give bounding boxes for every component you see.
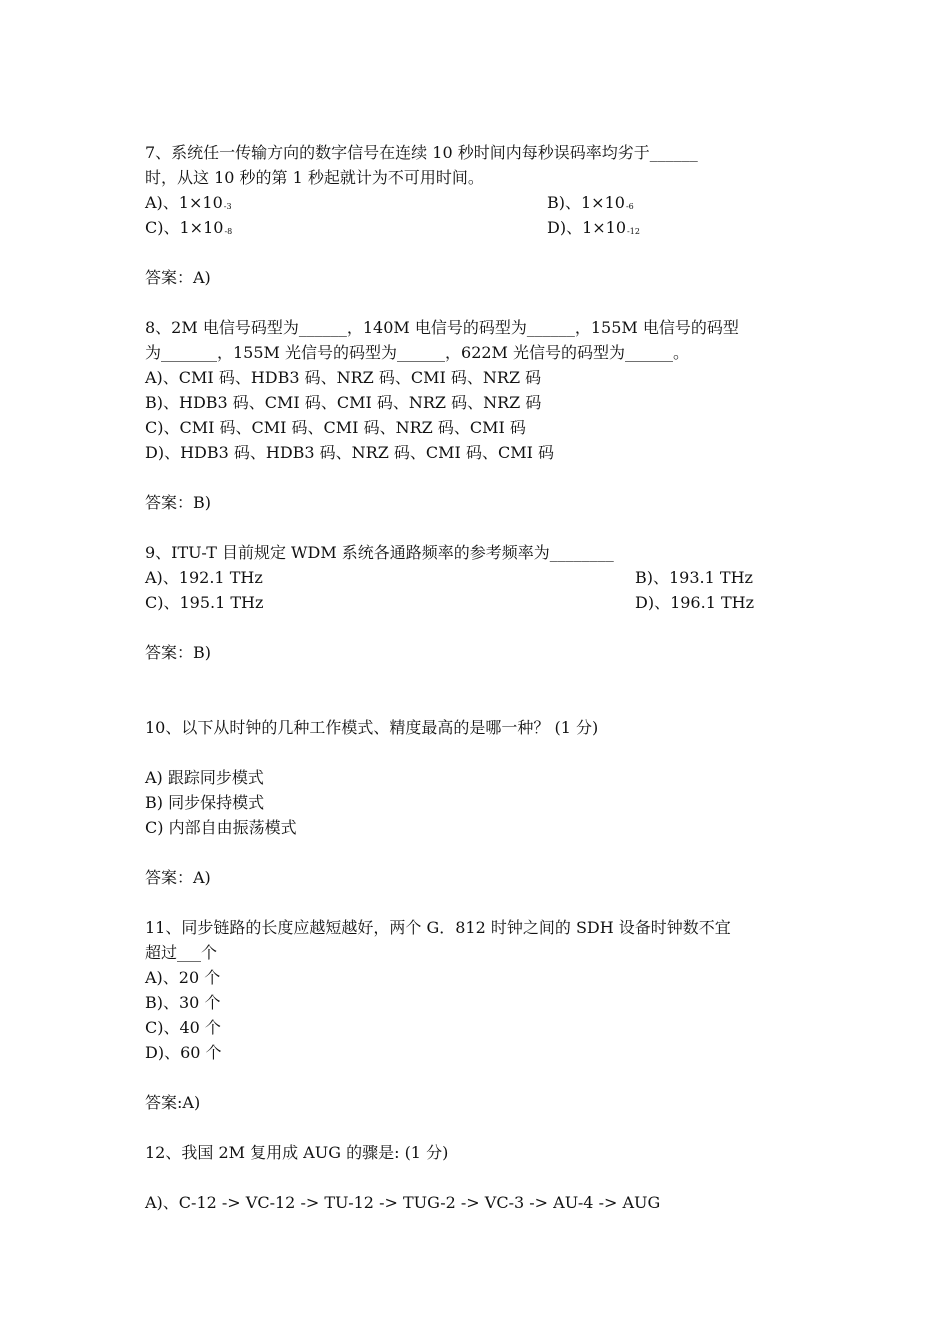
option-b: B)、HDB3 码、CMI 码、CMI 码、NRZ 码、NRZ 码 — [145, 393, 542, 412]
option-b: B)、1×10-6 — [547, 193, 634, 212]
question-11 — [145, 915, 815, 1115]
question-text: 9、ITU-T 目前规定 WDM 系统各通路频率的参考频率为________ — [145, 543, 614, 562]
question-8 — [145, 315, 815, 515]
question-9 — [145, 540, 815, 665]
question-12 — [145, 1140, 815, 1215]
question-text: 超过___个 — [145, 943, 218, 962]
answer: 答案：A) — [145, 268, 211, 287]
question-10 — [145, 715, 815, 890]
exponent: -6 — [625, 202, 634, 211]
exponent: -12 — [627, 227, 640, 236]
question-text: 10、以下从时钟的几种工作模式、精度最高的是哪一种？ (1 分) — [145, 718, 599, 737]
option-row — [145, 590, 815, 615]
document-page — [145, 140, 815, 1215]
option-row — [145, 190, 815, 215]
answer: 答案:A) — [145, 1093, 201, 1112]
answer: 答案：B) — [145, 643, 212, 662]
option-row — [145, 565, 815, 590]
option-a: A)、1×10-3 — [145, 193, 232, 212]
question-text: 7、系统任一传输方向的数字信号在连续 10 秒时间内每秒误码率均劣于______ — [145, 143, 698, 162]
option-d: D)、60 个 — [145, 1043, 222, 1062]
option-d: D)、HDB3 码、HDB3 码、NRZ 码、CMI 码、CMI 码 — [145, 443, 554, 462]
option-a: A)、CMI 码、HDB3 码、NRZ 码、CMI 码、NRZ 码 — [145, 368, 542, 387]
question-text: 12、我国 2M 复用成 AUG 的骤是: (1 分) — [145, 1143, 449, 1162]
option-b: B)、193.1 THz — [635, 568, 753, 587]
option-c: C)、40 个 — [145, 1018, 221, 1037]
option-b: B) 同步保持模式 — [145, 793, 265, 812]
option-c: C)、1×10-8 — [145, 218, 233, 237]
option-b: B)、30 个 — [145, 993, 221, 1012]
option-d: D)、1×10-12 — [547, 218, 640, 237]
exponent: -8 — [224, 227, 233, 236]
option-a: A)、20 个 — [145, 968, 221, 987]
question-text: 8、2M 电信号码型为______，140M 电信号的码型为______，155M 电信号的码型 — [145, 318, 739, 337]
option-a: A)、192.1 THz — [145, 568, 263, 587]
option-c: C) 内部自由振荡模式 — [145, 818, 297, 837]
option-a: A)、C-12 -> VC-12 -> TU-12 -> TUG-2 -> VC-3 -> AU-4 -> AUG — [145, 1193, 661, 1212]
question-7 — [145, 140, 815, 290]
option-d: D)、196.1 THz — [635, 593, 755, 612]
option-c: C)、CMI 码、CMI 码、CMI 码、NRZ 码、CMI 码 — [145, 418, 526, 437]
answer: 答案：B) — [145, 493, 212, 512]
option-c: C)、195.1 THz — [145, 593, 264, 612]
option-row — [145, 215, 815, 240]
question-text: 为_______，155M 光信号的码型为______，622M 光信号的码型为______。 — [145, 343, 690, 362]
question-text: 11、同步链路的长度应越短越好，两个 G．812 时钟之间的 SDH 设备时钟数不宜 — [145, 918, 731, 937]
option-a: A) 跟踪同步模式 — [145, 768, 264, 787]
exponent: -3 — [223, 202, 232, 211]
answer: 答案：A) — [145, 868, 211, 887]
question-text: 时，从这 10 秒的第 1 秒起就计为不可用时间。 — [145, 168, 484, 187]
